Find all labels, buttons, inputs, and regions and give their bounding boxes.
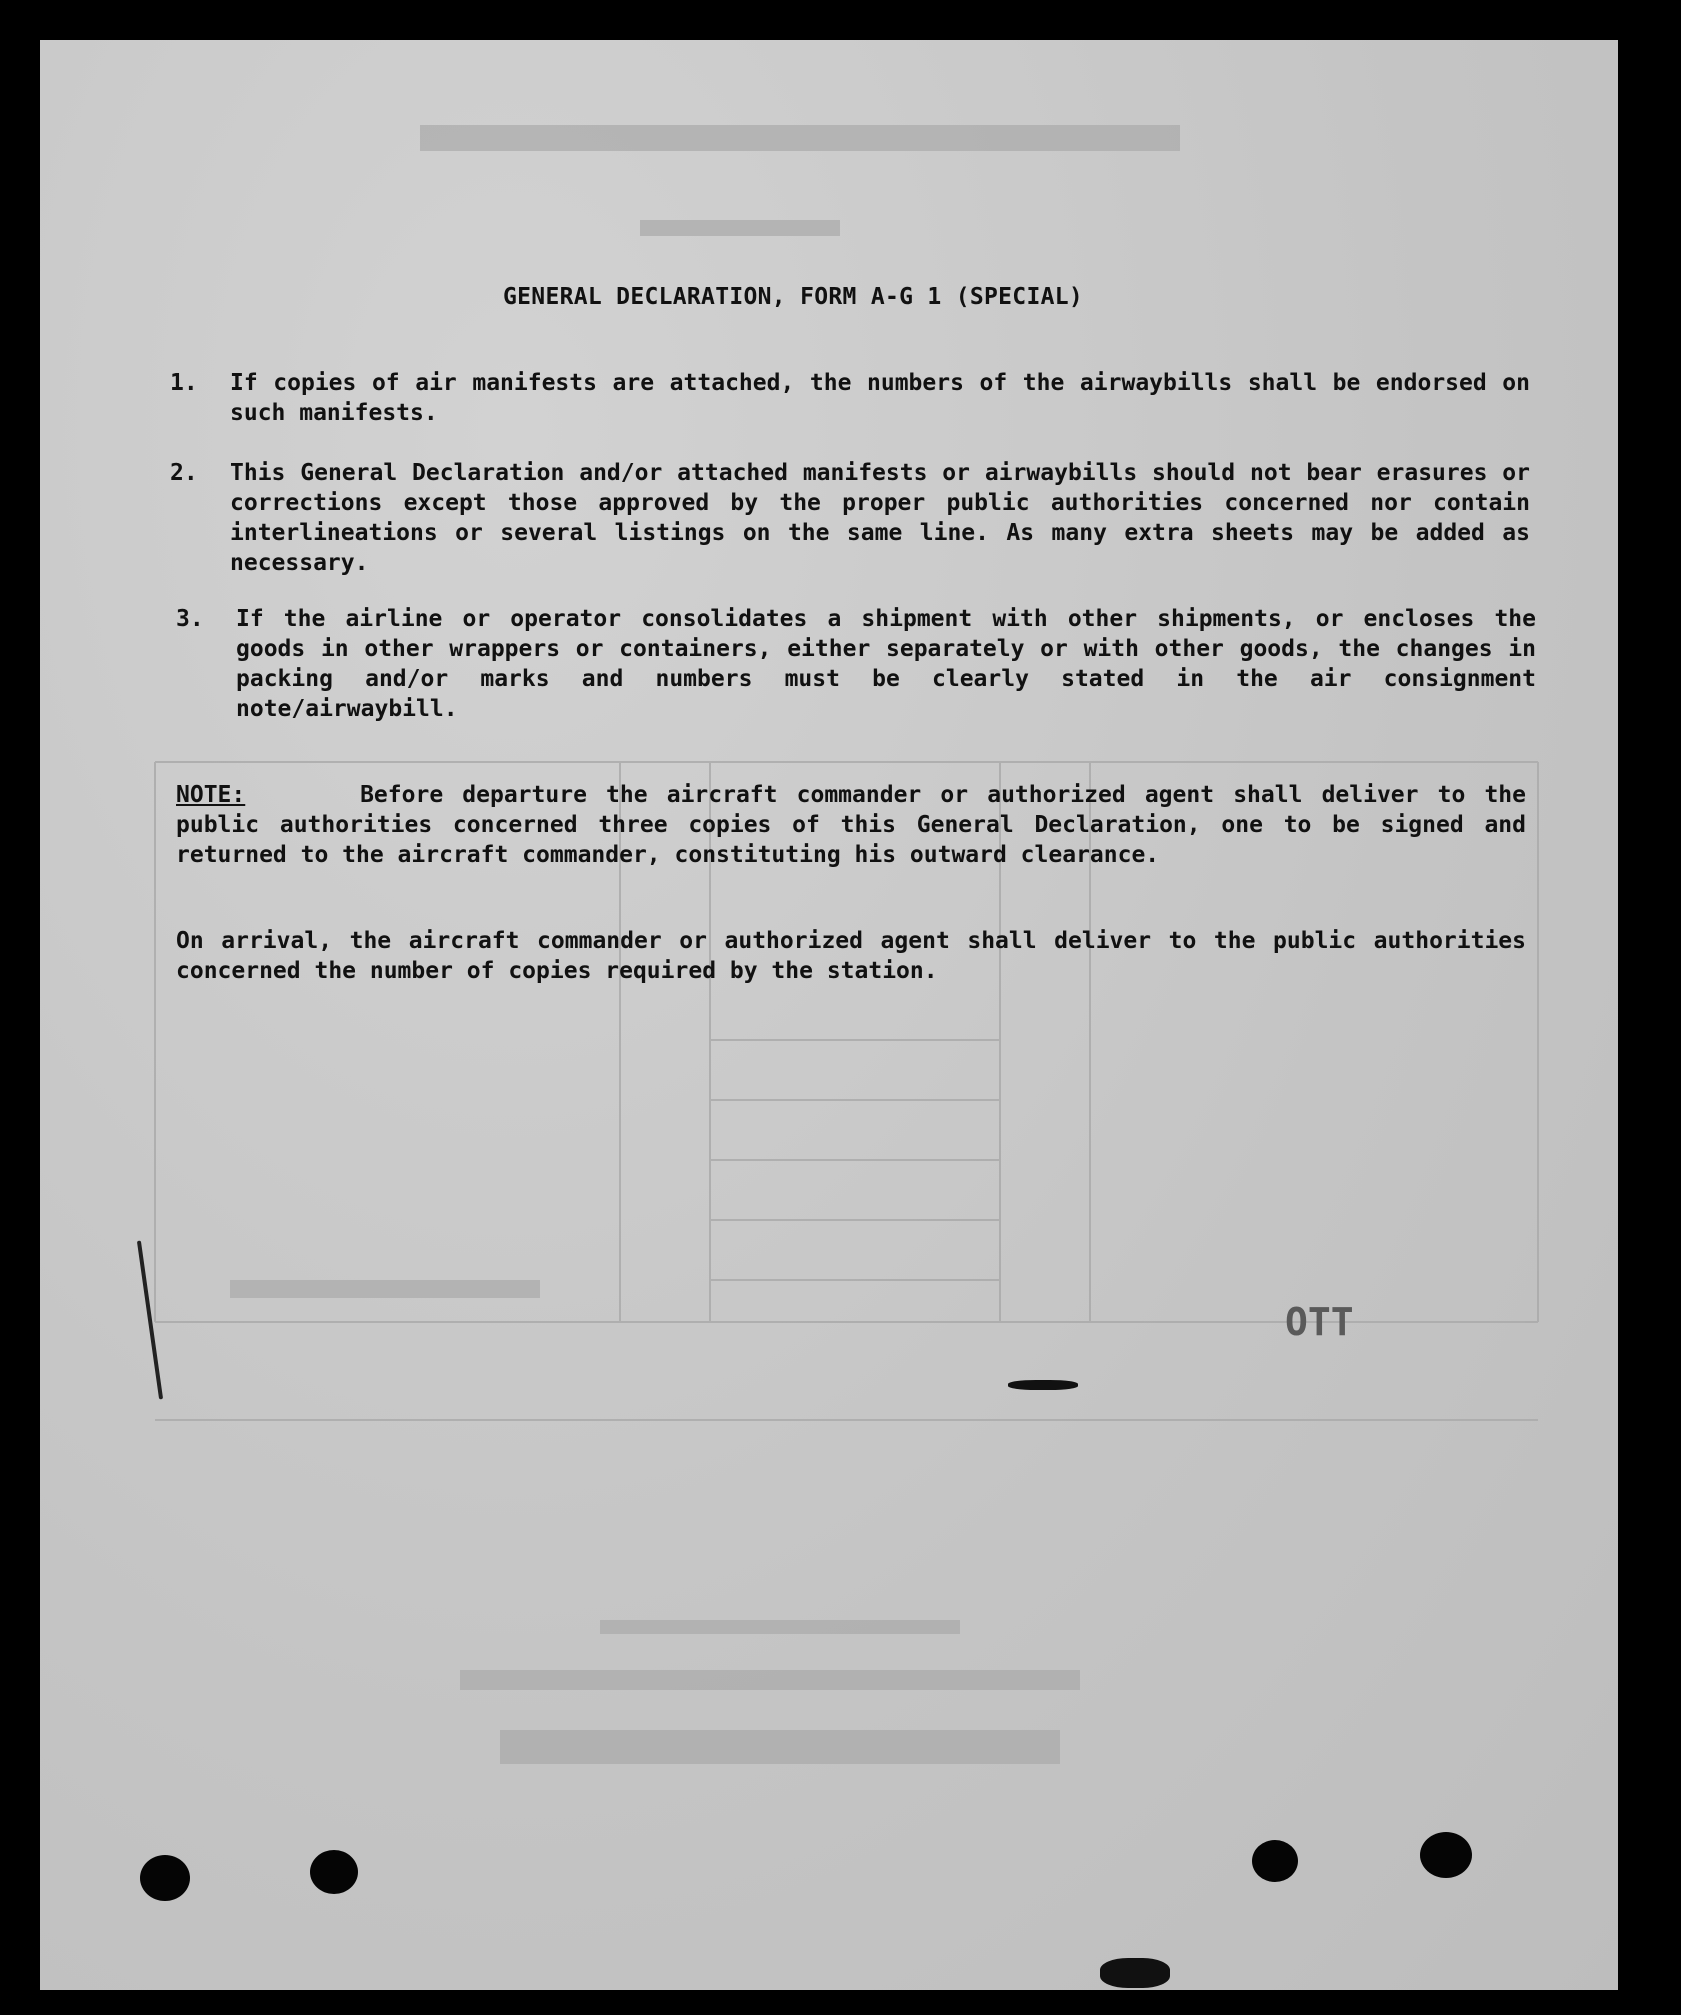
punch-hole [1252,1840,1298,1882]
svg-text:OTT: OTT [1285,1300,1354,1344]
item-text: If the airline or operator consolidates a shipment with other shipments, or encloses the goods in other wrappers or containers, either separately or with other goods, the changes in packing and/or marks and numbers must be clearly stated in the air consignment note/airwaybill. [236,606,1536,722]
item-number: 2. [170,460,198,486]
document-title: GENERAL DECLARATION, FORM A-G 1 (SPECIAL) [503,284,1084,310]
list-item [176,604,1536,724]
list-item [170,368,1530,428]
item-text: This General Declaration and/or attached manifests or airwaybills should not bear erasures or corrections except those approved by the proper public authorities concerned nor contain interlineations or several listings on the same line. As many extra sheets may be added as necessary. [230,460,1530,576]
stain [1008,1380,1078,1390]
list-item [170,458,1530,578]
punch-hole [140,1855,190,1901]
note-label: NOTE: [176,782,246,808]
stain [137,1241,163,1400]
note-spacer [264,782,341,808]
item-text: If copies of air manifests are attached, the numbers of the airwaybills shall be endorsed on such manifests. [230,370,1530,426]
item-number: 3. [176,606,204,632]
punch-hole [310,1850,358,1894]
item-number: 1. [170,370,198,396]
bleed-through-form [40,40,1618,1990]
note-text: Before departure the aircraft commander or authorized agent shall deliver to the public authorities concerned three copies of this General Declaration, one to be signed and returned to the aircraft commander, constituting his outward clearance. [176,782,1526,868]
arrival-paragraph: On arrival, the aircraft commander or authorized agent shall deliver to the public authorities concerned the number of copies required by the station. [176,928,1526,984]
note-paragraph [176,780,1526,870]
punch-hole [1420,1832,1472,1878]
stain [1100,1958,1170,1988]
document-page [40,40,1618,1990]
